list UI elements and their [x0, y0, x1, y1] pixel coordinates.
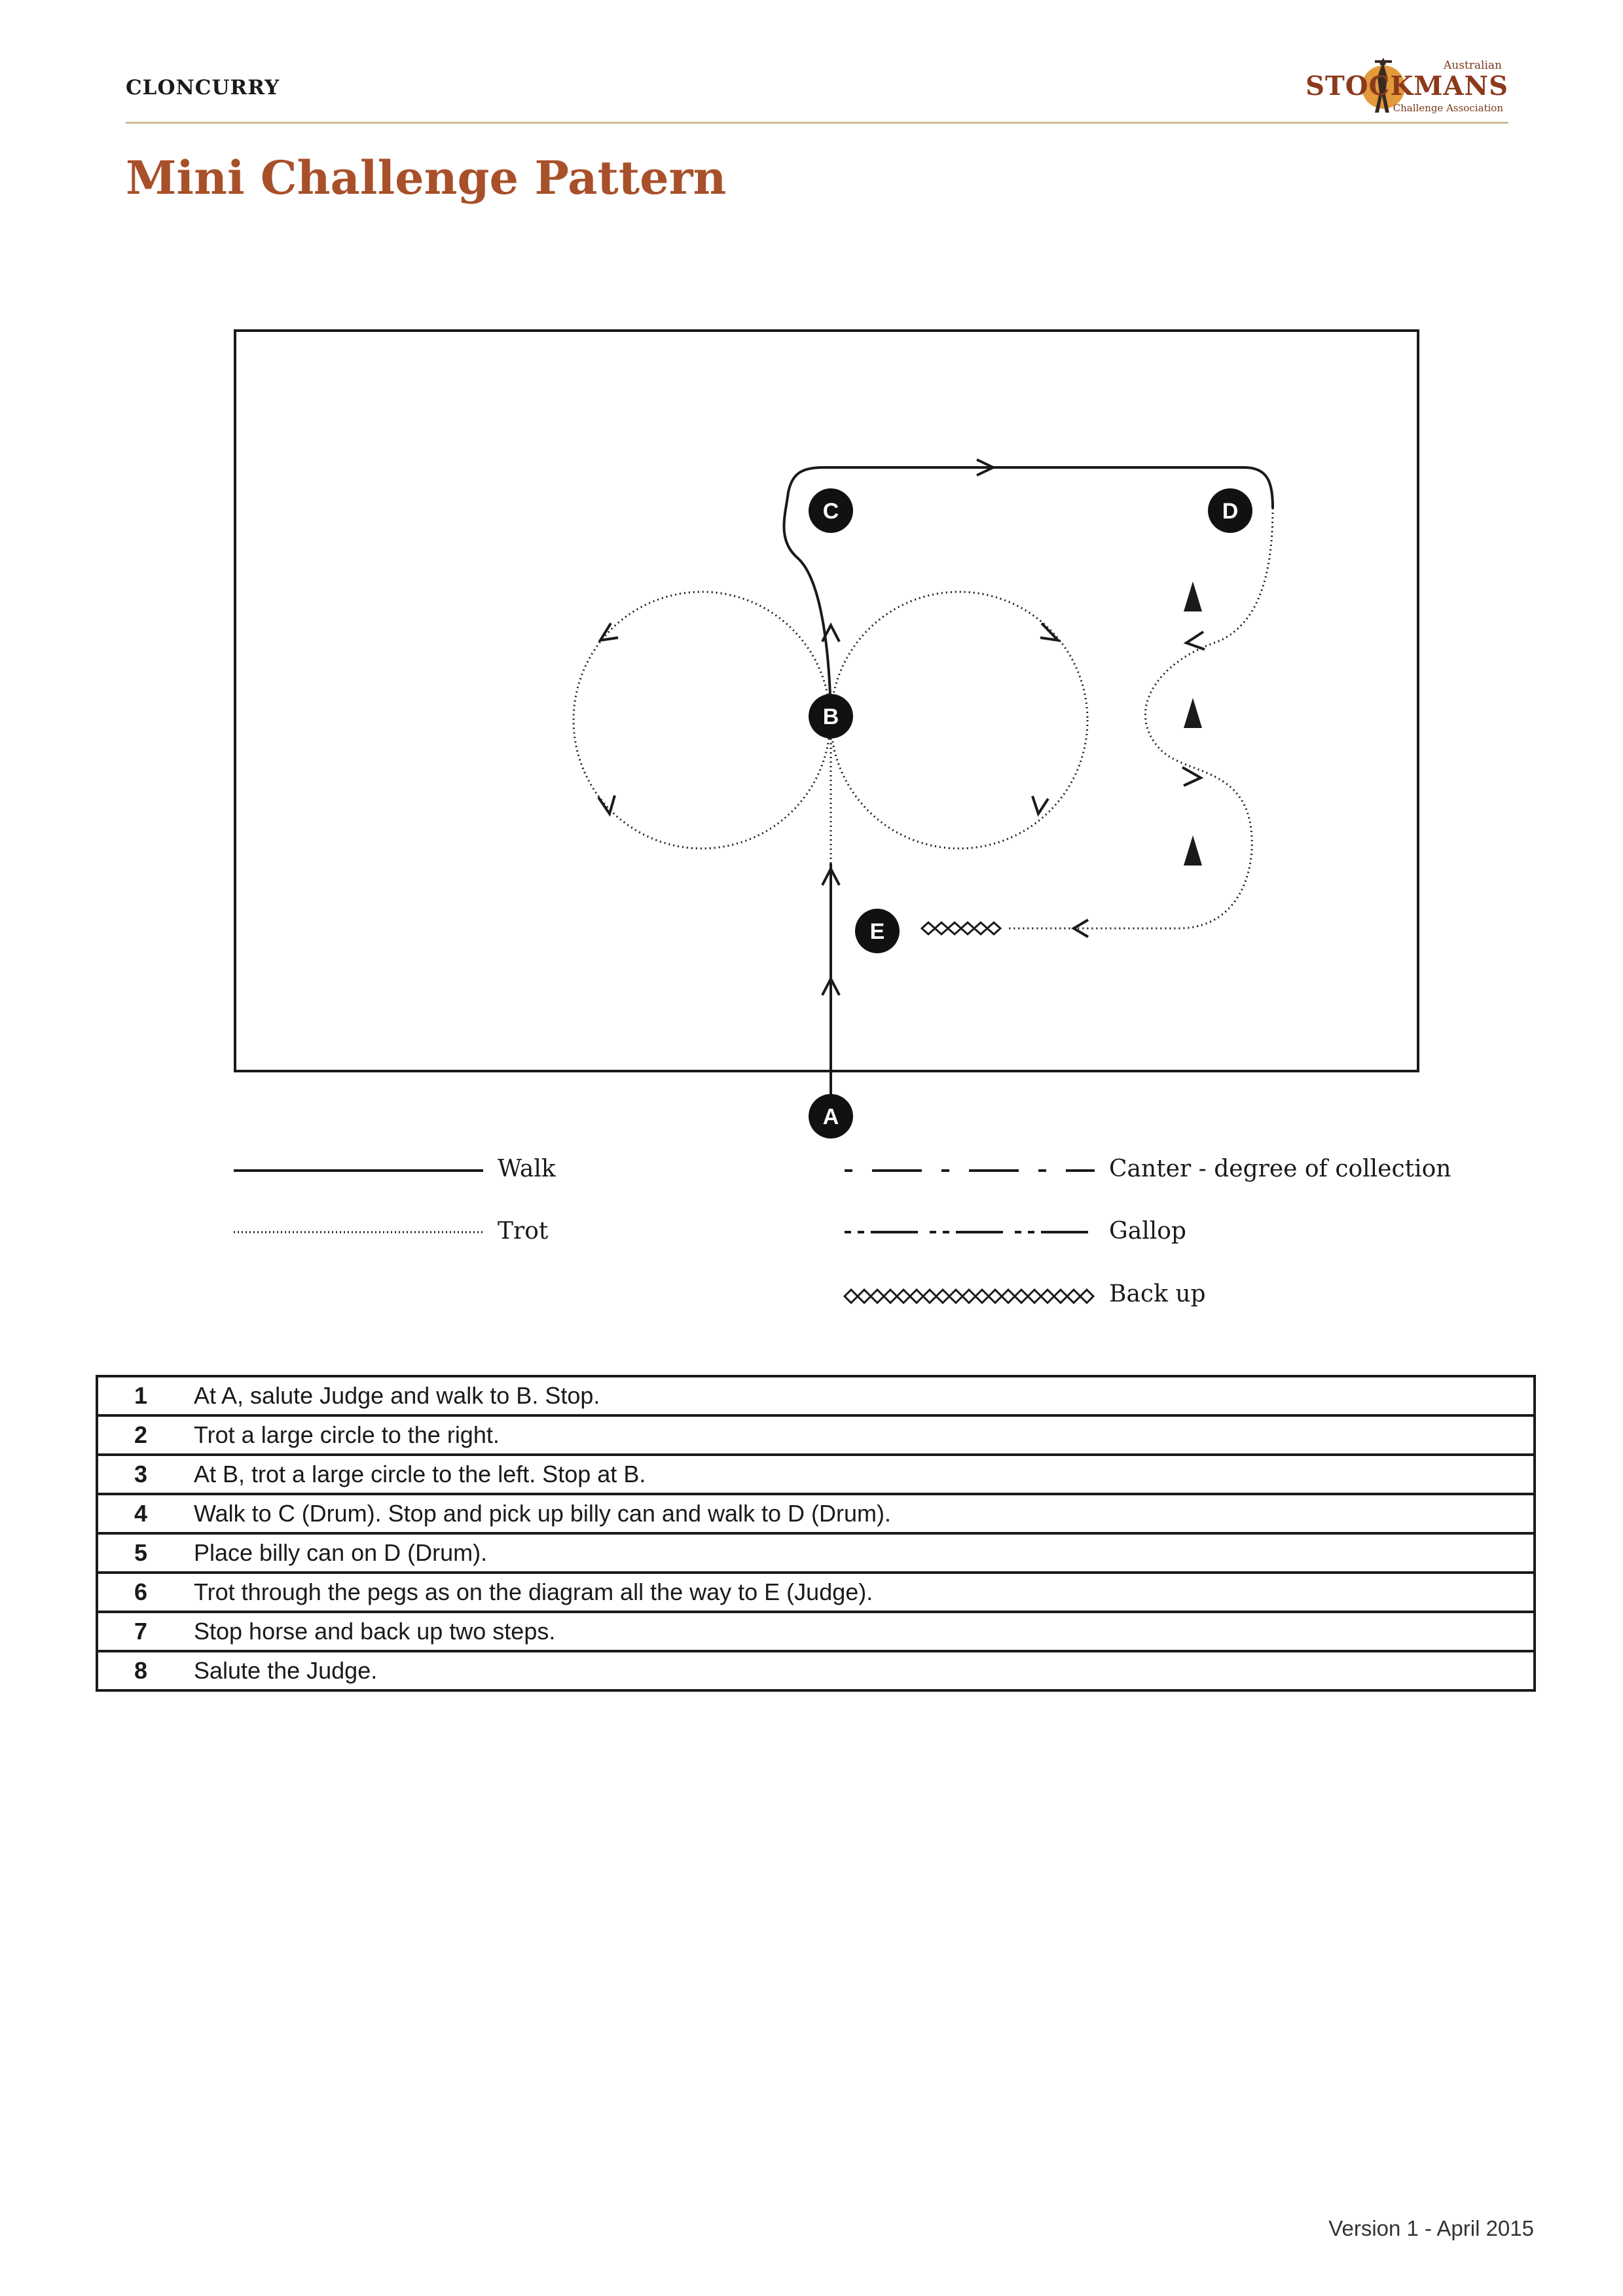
walk-path-b-to-c-to-d	[784, 467, 1273, 714]
peg-1	[1184, 581, 1202, 611]
step-number: 3	[97, 1455, 183, 1494]
direction-arrow	[1040, 623, 1058, 640]
direction-arrow	[598, 795, 615, 814]
step-text: At A, salute Judge and walk to B. Stop.	[183, 1376, 1535, 1415]
logo-line-top: Australian	[1443, 59, 1502, 72]
marker-c	[809, 488, 853, 533]
peg-2	[1184, 698, 1202, 728]
legend-walk-label: Walk	[498, 1156, 556, 1182]
marker-b-label: B	[822, 704, 839, 729]
direction-arrow	[1032, 796, 1048, 814]
step-number: 4	[97, 1494, 183, 1533]
table-row	[97, 1494, 1535, 1533]
marker-e-label: E	[869, 919, 885, 944]
step-number: 1	[97, 1376, 183, 1415]
step-text: At B, trot a large circle to the left. Stop at B.	[183, 1455, 1535, 1494]
step-text: Place billy can on D (Drum).	[183, 1533, 1535, 1573]
step-number: 7	[97, 1612, 183, 1651]
legend-canter-label: Canter - degree of collection	[1109, 1156, 1451, 1182]
marker-d	[1208, 488, 1252, 533]
direction-arrow	[1186, 632, 1205, 649]
step-number: 6	[97, 1573, 183, 1612]
trot-path-pegs-to-e	[1008, 508, 1273, 928]
step-text: Salute the Judge.	[183, 1651, 1535, 1690]
step-text: Stop horse and back up two steps.	[183, 1612, 1535, 1651]
marker-a-label: A	[822, 1104, 839, 1129]
marker-b	[809, 694, 853, 738]
table-row	[97, 1533, 1535, 1573]
marker-c-label: C	[822, 499, 839, 524]
table-row	[97, 1573, 1535, 1612]
table-row	[97, 1455, 1535, 1494]
legend-gallop-label: Gallop	[1109, 1218, 1186, 1245]
location-label: CLONCURRY	[126, 76, 280, 100]
trot-circle-left	[574, 592, 830, 848]
legend-backup-line	[845, 1290, 1093, 1303]
step-number: 5	[97, 1533, 183, 1573]
step-number: 8	[97, 1651, 183, 1690]
table-row	[97, 1651, 1535, 1690]
page-title: Mini Challenge Pattern	[126, 151, 727, 205]
logo-line-bottom: Challenge Association	[1393, 102, 1503, 114]
instructions-table	[96, 1375, 1536, 1692]
step-text: Trot through the pegs as on the diagram all the way to E (Judge).	[183, 1573, 1535, 1612]
marker-a	[809, 1094, 853, 1139]
step-text: Trot a large circle to the right.	[183, 1415, 1535, 1455]
peg-3	[1184, 835, 1202, 866]
direction-arrow	[1074, 920, 1088, 937]
legend-backup-label: Back up	[1109, 1281, 1206, 1307]
table-row	[97, 1612, 1535, 1651]
version-footer: Version 1 - April 2015	[1328, 2216, 1534, 2240]
marker-e	[855, 909, 900, 953]
marker-d-label: D	[1222, 499, 1239, 524]
table-row	[97, 1376, 1535, 1415]
step-number: 2	[97, 1415, 183, 1455]
table-row	[97, 1415, 1535, 1455]
logo-wordmark: STOCKMANS	[1305, 71, 1508, 101]
step-text: Walk to C (Drum). Stop and pick up billy can and walk to D (Drum).	[183, 1494, 1535, 1533]
legend-trot-label: Trot	[498, 1218, 549, 1245]
backup-diamonds	[922, 922, 1000, 934]
